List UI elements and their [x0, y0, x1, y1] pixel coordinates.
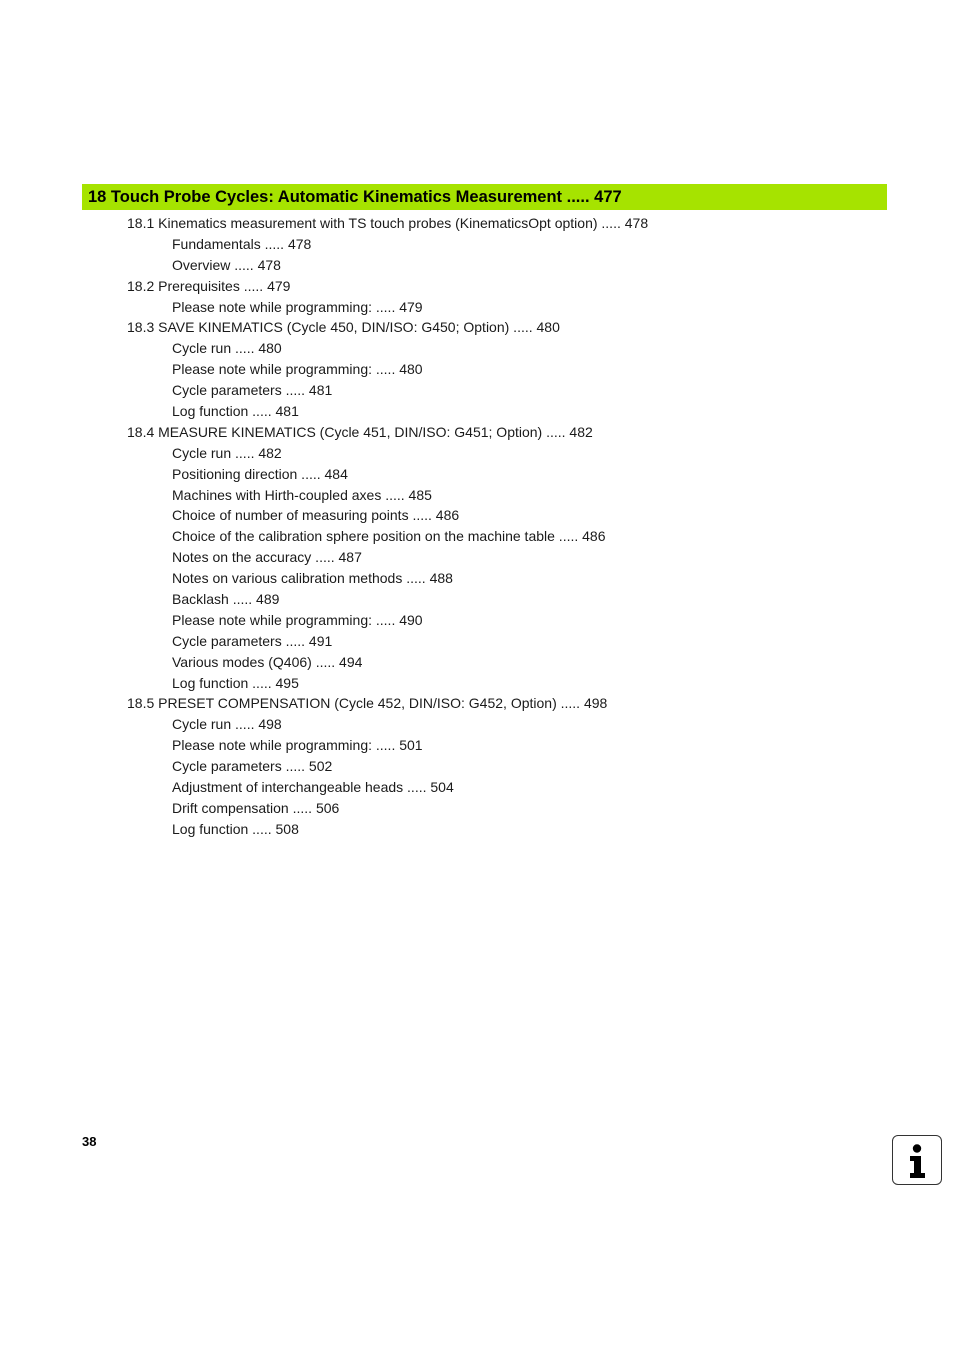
- toc-entry[interactable]: Various modes (Q406) ..... 494: [172, 653, 363, 670]
- toc-entry[interactable]: Cycle run ..... 480: [172, 340, 282, 357]
- toc-entry[interactable]: Log function ..... 508: [172, 820, 299, 837]
- toc-entry[interactable]: Choice of number of measuring points ..... 486: [172, 507, 460, 524]
- toc-entry[interactable]: Adjustment of interchangeable heads ..... 504: [172, 779, 454, 796]
- info-icon: [892, 1135, 942, 1185]
- toc-entry[interactable]: Cycle parameters ..... 491: [172, 632, 333, 649]
- toc-entry[interactable]: Fundamentals ..... 478: [172, 235, 312, 252]
- toc-entry[interactable]: Log function ..... 481: [172, 403, 299, 420]
- toc-entry[interactable]: Cycle run ..... 482: [172, 444, 282, 461]
- toc-section-18-2[interactable]: 18.2 Prerequisites ..... 479: [127, 277, 291, 294]
- toc-entry[interactable]: Cycle parameters ..... 502: [172, 758, 333, 775]
- toc-entry[interactable]: Cycle parameters ..... 481: [172, 382, 333, 399]
- toc-entry[interactable]: Please note while programming: ..... 501: [172, 737, 423, 754]
- toc-entry[interactable]: Please note while programming: ..... 479: [172, 298, 423, 315]
- toc-entry[interactable]: Please note while programming: ..... 490: [172, 611, 423, 628]
- chapter-title: 18 Touch Probe Cycles: Automatic Kinematics Measurement ..... 477: [88, 187, 622, 206]
- table-of-contents: [0, 213, 648, 840]
- page-number: 38: [82, 1134, 97, 1149]
- toc-entry[interactable]: Choice of the calibration sphere position on the machine table ..... 486: [172, 528, 606, 545]
- toc-section-18-4[interactable]: 18.4 MEASURE KINEMATICS (Cycle 451, DIN/ISO: G451; Option) ..... 482: [127, 423, 593, 440]
- toc-entry[interactable]: Drift compensation ..... 506: [172, 799, 340, 816]
- toc-entry[interactable]: Machines with Hirth-coupled axes ..... 485: [172, 486, 432, 503]
- toc-section-18-1[interactable]: 18.1 Kinematics measurement with TS touch probes (KinematicsOpt option) ..... 478: [127, 215, 649, 231]
- toc-entry[interactable]: Notes on various calibration methods ..... 488: [172, 570, 453, 587]
- toc-entry[interactable]: Overview ..... 478: [172, 256, 281, 273]
- toc-entry[interactable]: Cycle run ..... 498: [172, 716, 282, 733]
- toc-entry[interactable]: Please note while programming: ..... 480: [172, 361, 423, 378]
- toc-section-18-3[interactable]: 18.3 SAVE KINEMATICS (Cycle 450, DIN/ISO: G450; Option) ..... 480: [127, 319, 560, 336]
- toc-entry[interactable]: Log function ..... 495: [172, 674, 299, 691]
- toc-entry[interactable]: Positioning direction ..... 484: [172, 465, 348, 482]
- toc-entry[interactable]: Backlash ..... 489: [172, 591, 280, 608]
- chapter-heading-bar: [82, 184, 887, 210]
- toc-entry[interactable]: Notes on the accuracy ..... 487: [172, 549, 362, 566]
- toc-section-18-5[interactable]: 18.5 PRESET COMPENSATION (Cycle 452, DIN/ISO: G452, Option) ..... 498: [127, 695, 608, 712]
